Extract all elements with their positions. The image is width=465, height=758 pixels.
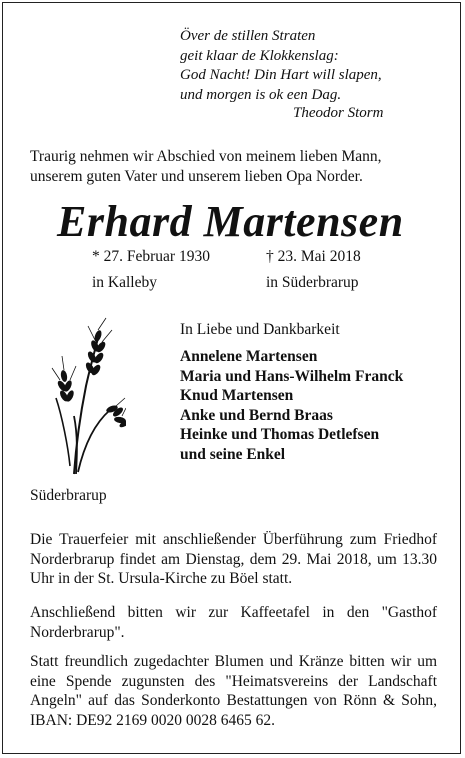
poem-line: God Nacht! Din Hart will slapen, xyxy=(180,67,382,83)
birth-place: in Kalleby xyxy=(92,274,157,291)
mourner-name: und seine Enkel xyxy=(180,445,286,463)
place-of-residence: Süderbrarup xyxy=(30,487,107,504)
poem-author: Theodor Storm xyxy=(293,105,384,121)
funeral-info-paragraph: Die Trauerfeier mit anschließender Überführung zum Friedhof Norderbrarup findet am Dienstag, dem 29. Mai 2018, um 13.30 Uhr in der St. Ursula-Kirche zu Böel statt. xyxy=(30,531,437,587)
deceased-name: Erhard Martensen xyxy=(57,197,404,246)
death-date: † 23. Mai 2018 xyxy=(266,248,361,265)
birth-date: * 27. Februar 1930 xyxy=(92,248,210,265)
mourner-name: Knud Martensen xyxy=(180,387,294,404)
death-place: in Süderbrarup xyxy=(266,274,359,291)
mourner-name: Anke und Bernd Braas xyxy=(180,406,333,424)
mourner-name: Maria und Hans-Wilhelm Franck xyxy=(180,367,404,385)
mourners-list xyxy=(180,347,403,464)
mourner-name: Heinke und Thomas Detlefsen xyxy=(180,426,380,443)
wheat-ears-icon xyxy=(50,316,126,476)
poem-line: Över de stillen Straten xyxy=(180,28,316,44)
intro-text xyxy=(30,147,382,187)
coffee-reception-paragraph: Anschließend bitten wir zur Kaffeetafel in den "Gasthof Norderbrarup". xyxy=(30,604,437,641)
donation-paragraph: Statt freundlich zugedachter Blumen und Kränze bitten wir um eine Spende zugunsten des "Heimatsvereins der Landschaft Angeln" auf das Sonderkonto Bestattungen von Rönn & Sohn, IBAN: DE92 2169 0020 0028 6465 62. xyxy=(30,653,437,729)
intro-line: unserem guten Vater und unserem lieben Opa Norder. xyxy=(30,168,363,185)
mourning-heading: In Liebe und Dankbarkeit xyxy=(180,321,340,338)
mourner-name: Annelene Martensen xyxy=(180,348,318,365)
intro-line: Traurig nehmen wir Abschied von meinem lieben Mann, xyxy=(30,148,382,165)
poem-line: geit klaar de Klokkenslag: xyxy=(180,47,339,64)
poem-line: und morgen is ok een Dag. xyxy=(180,86,342,103)
poem xyxy=(180,27,382,105)
